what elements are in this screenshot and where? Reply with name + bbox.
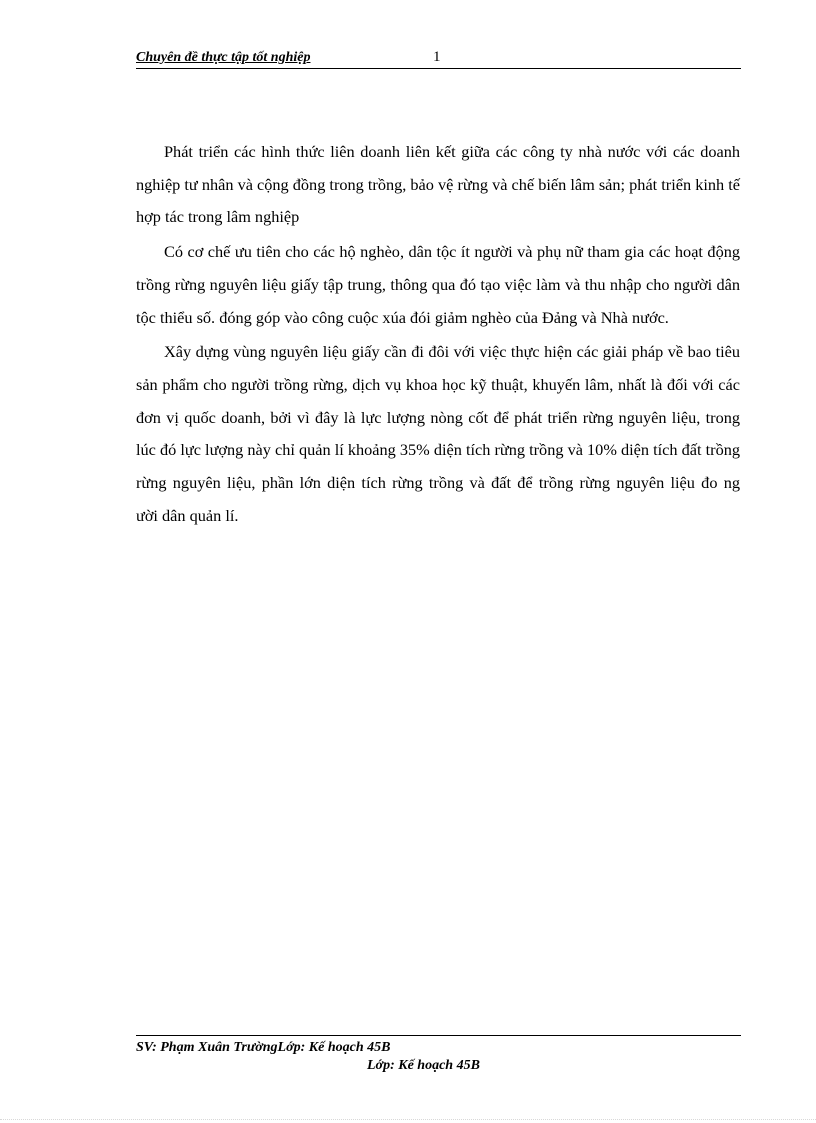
page-header — [136, 48, 741, 69]
footer-class: Lớp: Kế hoạch 45B — [367, 1058, 480, 1073]
footer-student: SV: Phạm Xuân TrườngLớp: Kế hoạch 45B — [136, 1040, 391, 1055]
document-body — [136, 136, 757, 532]
paragraph: Xây dựng vùng nguyên liệu giấy cần đi đôi với việc thực hiện các giải pháp về bao tiêu sản phẩm cho người trồng rừng, dịch vụ khoa học kỹ thuật, khuyến lâm, nhất là đối với các đơn vị quốc doanh, bởi vì đây là lực lượng nòng cốt để phát triển rừng nguyên liệu, trong lúc đó lực lượng này chỉ quản lí khoảng 35% diện tích rừng trồng và 10% diện tích đất trồng rừng nguyên liệu, phần lớn diện tích rừng trồng và đất để trồng rừng nguyên liệu đo ng ười dân quản lí. — [136, 342, 757, 525]
paragraph: Có cơ chế ưu tiên cho các hộ nghèo, dân tộc ít người và phụ nữ tham gia các hoạt động trồng rừng nguyên liệu giấy tập trung, thông qua đó tạo việc làm và thu nhập cho người dân tộc thiểu số. đóng góp vào công cuộc xúa đói giảm nghèo của Đảng và Nhà nước. — [136, 242, 740, 327]
page-boundary — [0, 1119, 816, 1120]
paragraph: Phát triển các hình thức liên doanh liên kết giữa các công ty nhà nước với các doanh nghiệp tư nhân và cộng đồng trong trồng, bảo vệ rừng và chế biến lâm sản; phát triển kinh tế hợp tác trong lâm nghiệp — [136, 142, 740, 227]
footer-divider — [136, 1035, 741, 1036]
header-title: Chuyên đề thực tập tốt nghiệp — [136, 50, 311, 65]
page-number: 1 — [433, 49, 441, 65]
